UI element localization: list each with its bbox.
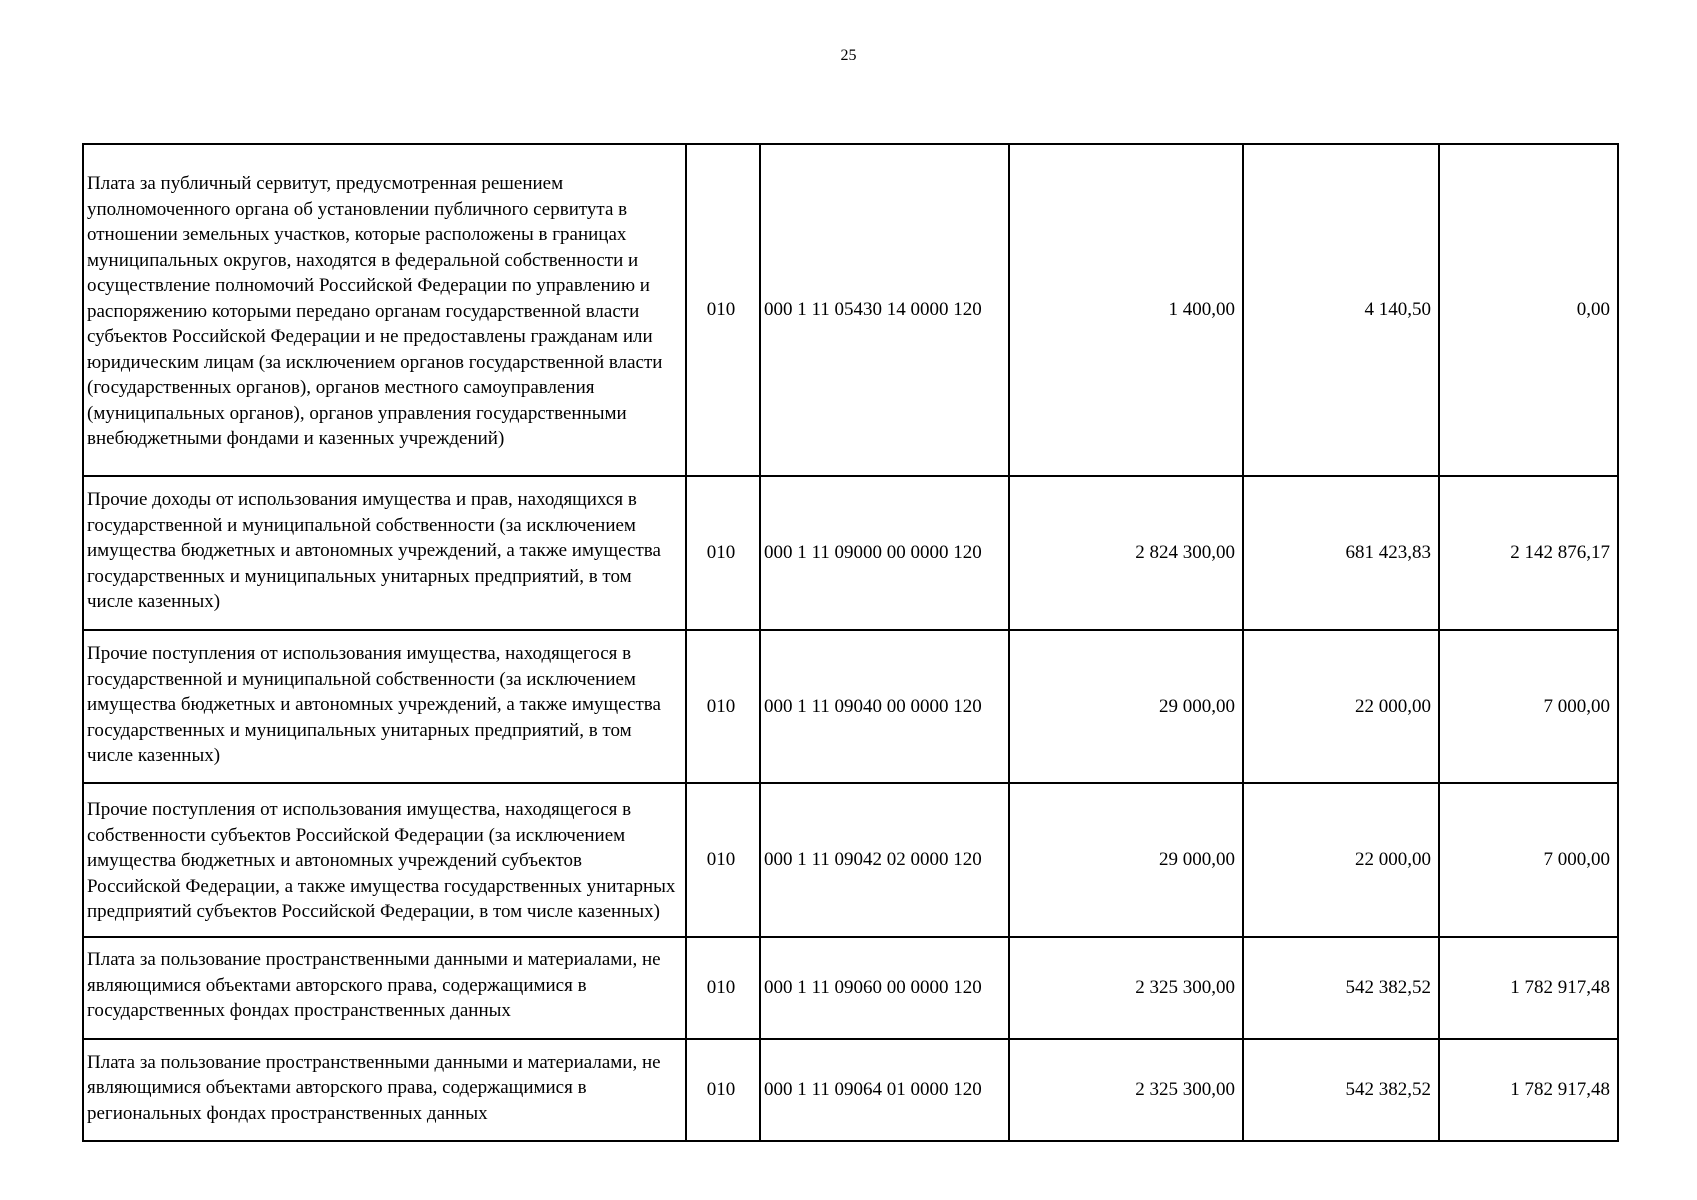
table-row <box>83 144 1618 476</box>
table-row <box>83 476 1618 630</box>
line-code-cell: 010 <box>686 630 760 783</box>
unexecuted-amount-cell: 7 000,00 <box>1439 783 1618 937</box>
line-code-cell: 010 <box>686 1039 760 1141</box>
table-row <box>83 1039 1618 1141</box>
unexecuted-amount-cell: 1 782 917,48 <box>1439 1039 1618 1141</box>
budget-classification-code-cell: 000 1 11 09000 00 0000 120 <box>760 476 1009 630</box>
unexecuted-amount-cell: 1 782 917,48 <box>1439 937 1618 1039</box>
budget-classification-code-cell: 000 1 11 09042 02 0000 120 <box>760 783 1009 937</box>
budget-classification-code-cell: 000 1 11 05430 14 0000 120 <box>760 144 1009 476</box>
table-row <box>83 630 1618 783</box>
income-name-cell: Прочие поступления от использования имущества, находящегося в собственности субъектов Российской Федерации (за исключением имущества бюджетных и автономных учреждений субъектов Российской Федерации, а также имущества государственных унитарных предприятий субъектов Российской Федерации, в том числе казенных) <box>83 783 686 937</box>
approved-amount-cell: 1 400,00 <box>1009 144 1243 476</box>
line-code-cell: 010 <box>686 144 760 476</box>
unexecuted-amount-cell: 0,00 <box>1439 144 1618 476</box>
line-code-cell: 010 <box>686 937 760 1039</box>
line-code-cell: 010 <box>686 783 760 937</box>
income-name-cell: Плата за публичный сервитут, предусмотренная решением уполномоченного органа об установлении публичного сервитута в отношении земельных участков, которые расположены в границах муниципальных округов, находятся в федеральной собственности и осуществление полномочий Российской Федерации по управлению и распоряжению которыми передано органам государственной власти субъектов Российской Федерации и не предоставлены гражданам или юридическим лицам (за исключением органов государственной власти (государственных органов), органов местного самоуправления (муниципальных органов), органов управления государственными внебюджетными фондами и казенных учреждений) <box>83 144 686 476</box>
executed-amount-cell: 542 382,52 <box>1243 937 1439 1039</box>
approved-amount-cell: 2 325 300,00 <box>1009 937 1243 1039</box>
income-name-cell: Плата за пользование пространственными данными и материалами, не являющимися объектами авторского права, содержащимися в региональных фондах пространственных данных <box>83 1039 686 1141</box>
revenue-table <box>82 143 1619 1142</box>
approved-amount-cell: 2 325 300,00 <box>1009 1039 1243 1141</box>
executed-amount-cell: 681 423,83 <box>1243 476 1439 630</box>
executed-amount-cell: 542 382,52 <box>1243 1039 1439 1141</box>
budget-classification-code-cell: 000 1 11 09064 01 0000 120 <box>760 1039 1009 1141</box>
budget-classification-code-cell: 000 1 11 09040 00 0000 120 <box>760 630 1009 783</box>
executed-amount-cell: 22 000,00 <box>1243 783 1439 937</box>
executed-amount-cell: 4 140,50 <box>1243 144 1439 476</box>
approved-amount-cell: 29 000,00 <box>1009 783 1243 937</box>
income-name-cell: Прочие доходы от использования имущества и прав, находящихся в государственной и муниципальной собственности (за исключением имущества бюджетных и автономных учреждений, а также имущества государственных и муниципальных унитарных предприятий, в том числе казенных) <box>83 476 686 630</box>
line-code-cell: 010 <box>686 476 760 630</box>
unexecuted-amount-cell: 2 142 876,17 <box>1439 476 1618 630</box>
unexecuted-amount-cell: 7 000,00 <box>1439 630 1618 783</box>
page-number: 25 <box>840 47 857 64</box>
budget-classification-code-cell: 000 1 11 09060 00 0000 120 <box>760 937 1009 1039</box>
income-name-cell: Плата за пользование пространственными данными и материалами, не являющимися объектами авторского права, содержащимися в государственных фондах пространственных данных <box>83 937 686 1039</box>
executed-amount-cell: 22 000,00 <box>1243 630 1439 783</box>
income-name-cell: Прочие поступления от использования имущества, находящегося в государственной и муниципальной собственности (за исключением имущества бюджетных и автономных учреждений, а также имущества государственных и муниципальных унитарных предприятий, в том числе казенных) <box>83 630 686 783</box>
table-row <box>83 783 1618 937</box>
table-row <box>83 937 1618 1039</box>
approved-amount-cell: 29 000,00 <box>1009 630 1243 783</box>
approved-amount-cell: 2 824 300,00 <box>1009 476 1243 630</box>
